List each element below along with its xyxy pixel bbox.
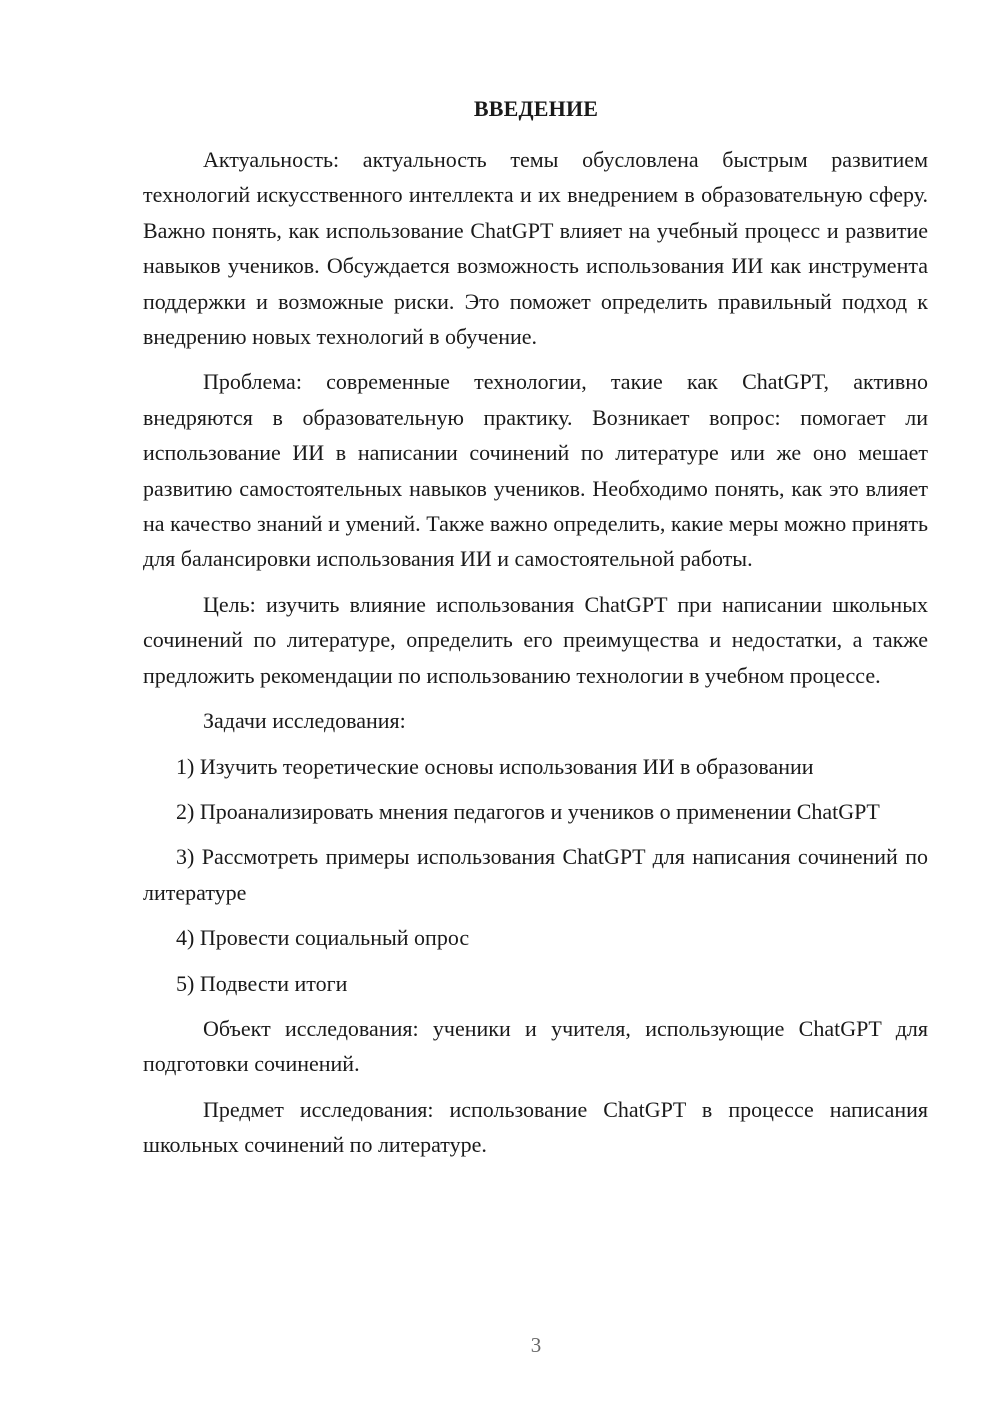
task-item-1: 1) Изучить теоретические основы использования ИИ в образовании <box>176 753 814 779</box>
task-item-4: 4) Провести социальный опрос <box>176 925 470 951</box>
page-number: 3 <box>530 1333 542 1357</box>
paragraph-problem: Проблема: современные технологии, такие как ChatGPT, активно внедряются в образовательную практику. Возникает вопрос: помогает ли использование ИИ в написании сочинений по литературе или же оно мешает развитию самостоятельных навыков учеников. Необходимо понять, как это влияет на качество знаний и умений. Также важно определить, какие меры можно принять для балансировки использования ИИ и самостоятельной работы. <box>143 369 928 572</box>
task-item-5: 5) Подвести итоги <box>176 970 348 996</box>
document-body <box>143 142 928 1173</box>
task-item-3: 3) Рассмотреть примеры использования ChatGPT для написания сочинений по литературе <box>143 844 928 905</box>
paragraph-goal: Цель: изучить влияние использования ChatGPT при написании школьных сочинений по литературе, определить его преимущества и недостатки, а также предложить рекомендации по использованию технологии в учебном процессе. <box>143 591 928 688</box>
task-item-2: 2) Проанализировать мнения педагогов и учеников о применении ChatGPT <box>176 798 880 824</box>
paragraph-subject: Предмет исследования: использование ChatGPT в процессе написания школьных сочинений по литературе. <box>143 1096 928 1158</box>
paragraph-relevance: Актуальность: актуальность темы обусловлена быстрым развитием технологий искусственного интеллекта и их внедрением в образовательную сферу. Важно понять, как использование ChatGPT влияет на учебный процесс и развитие навыков учеников. Обсуждается возможность использования ИИ как инструмента поддержки и возможные риски. Это поможет определить правильный подход к внедрению новых технологий в обучение. <box>143 147 928 350</box>
tasks-heading: Задачи исследования: <box>203 708 406 734</box>
paragraph-object: Объект исследования: ученики и учителя, использующие ChatGPT для подготовки сочинений. <box>143 1015 928 1077</box>
section-title: ВВЕДЕНИЕ <box>473 96 599 121</box>
